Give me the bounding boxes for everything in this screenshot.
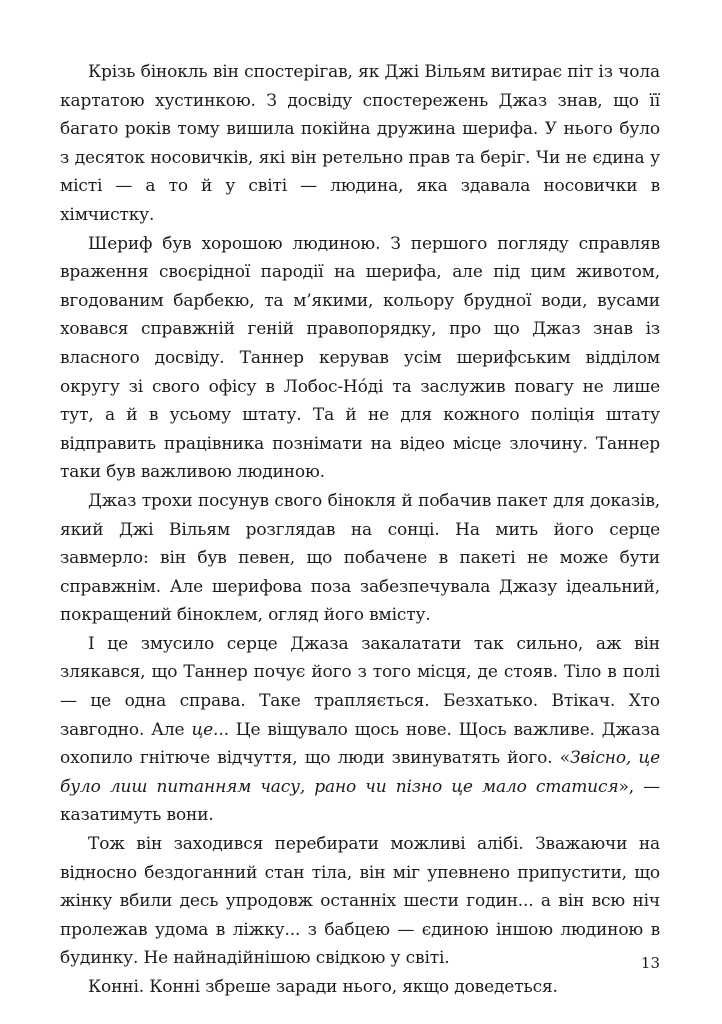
text-run: Джаз трохи посунув свого бінокля й побачив пакет для доказів, який Джі Вільям розглядав на сонці. На мить його серце завмерло: він був певен, що побачене в пакеті не може бути справжнім. Але шерифова поза забезпечувала Джазу ідеальний, покращений біноклем, огляд його вмісту. [60,490,660,626]
text-run: Шериф був хорошою людиною. З першого погляду справляв враження своєрідної пародії на шерифа, але під цим животом, вгодованим барбекю, та м’якими, кольору брудної води, вусами ховався справжній геній правопорядку, про що Джаз знав із власного досвіду. Таннер керував усім шерифським відділом округу зі свого офісу в Лобос-Нόді та заслужив повагу не лише тут, а й в усьому штату. Та й не для кожного поліція штату відправить працівника познімати на відео місце злочину. Таннер таки був важливою людиною. [60,233,660,483]
text-run: Конні. Конні збреше заради нього, якщо доведеться. [88,977,558,997]
page-number: 13 [640,954,660,972]
paragraph [60,830,660,973]
paragraph [60,230,660,487]
paragraph [60,58,660,230]
paragraph [60,973,660,1002]
text-run: Тож він заходився перебирати можливі алібі. Зважаючи на відносно бездоганний стан тіла, він міг упевнено припустити, що жінку вбили десь упродовж останніх шести годин... а він всю ніч пролежав удома в ліжку... з бабцею — єдиною іншою людиною в будинку. Не найнадійнішою свідкою у світі. [60,834,660,969]
paragraph [60,630,660,830]
text-run: І це змусило серце Джаза закалатати так сильно, аж він злякався, що Таннер почує його з того місця, де стояв. Тіло в полі — це одна справа. Таке трапляється. Безхатько. Втікач. Хто завгодно. Але [60,633,660,740]
paragraph [60,487,660,630]
italic-text-run: це... [191,719,229,740]
text-run: Це віщувало щось нове. Щось важливе. Джаза охопило гнітюче відчуття, що люди звинуватять його. « [60,719,661,769]
text-run: », — казатимуть вони. [60,776,661,826]
page-body [60,58,660,1002]
text-run: Крізь бінокль він спостерігав, як Джі Вільям витирає піт із чола картатою хустинкою. З досвіду спостережень Джаз знав, що її багато років тому вишила покійна дружина шерифа. У нього було з десяток носовичків, які він ретельно прав та беріг. Чи не єдина у місті — а то й у світі — людина, яка здавала носовички в хімчистку. [60,62,660,225]
italic-quote-run: Звісно, це було лиш питанням часу, рано чи пізно це мало статися [60,748,660,797]
